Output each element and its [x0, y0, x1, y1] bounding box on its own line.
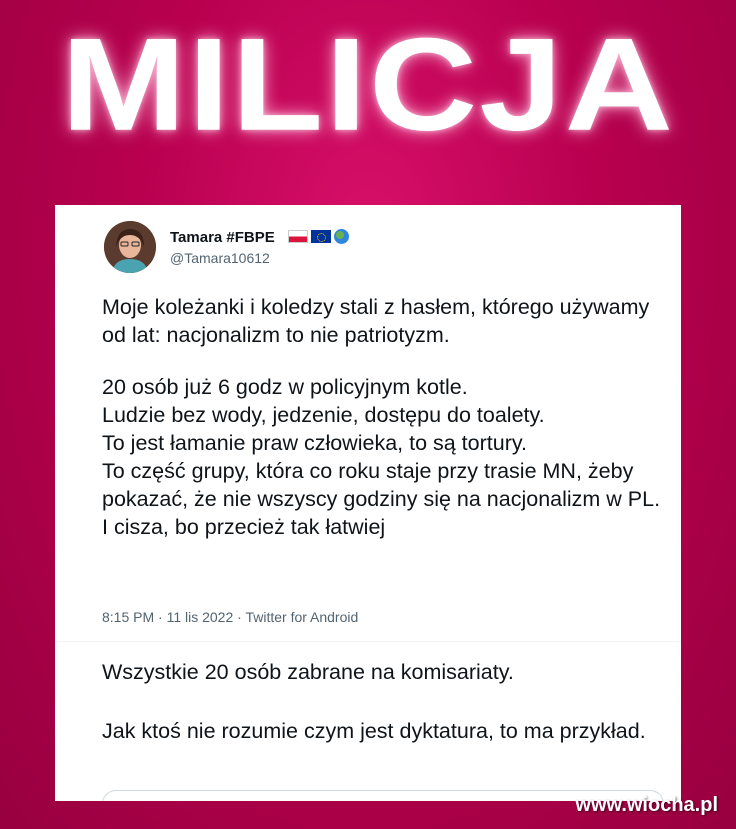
flag-pl-icon	[288, 230, 308, 243]
author-name[interactable]: Tamara #FBPE	[170, 229, 275, 246]
globe-icon	[334, 229, 349, 244]
avatar[interactable]	[104, 221, 156, 273]
reply-text-paragraph-1: Wszystkie 20 osób zabrane na komisariaty.	[102, 660, 514, 684]
watermark: www.wiocha.pl	[575, 794, 718, 816]
flag-eu-icon	[311, 230, 331, 243]
tweet-screenshot-card	[55, 205, 681, 801]
author-handle[interactable]: @Tamara10612	[170, 250, 270, 266]
tweet-text-paragraph-2: 20 osób już 6 godz w policyjnym kotle. Ludzie bez wody, jedzenie, dostępu do toalety. To jest łamanie praw człowieka, to są tortury. To część grupy, która co roku staje przy trasie MN, żeby pokazać, że nie wszyscy godziny się na nacjonalizm w PL. I cisza, bo przecież tak łatwiej	[102, 375, 661, 539]
divider	[55, 641, 681, 642]
avatar-image	[104, 221, 156, 273]
tweet-text-paragraph-1: Moje koleżanki i koledzy stali z hasłem, którego używamy od lat: nacjonalizm to nie patriotyzm.	[102, 295, 650, 347]
headline-title: MILICJA	[61, 10, 675, 158]
reply-text-paragraph-2: Jak ktoś nie rozumie czym jest dyktatura, to ma przykład.	[102, 719, 646, 743]
tweet-timestamp[interactable]: 8:15 PM · 11 lis 2022 · Twitter for Android	[102, 609, 359, 625]
author-name-emojis	[288, 229, 349, 244]
